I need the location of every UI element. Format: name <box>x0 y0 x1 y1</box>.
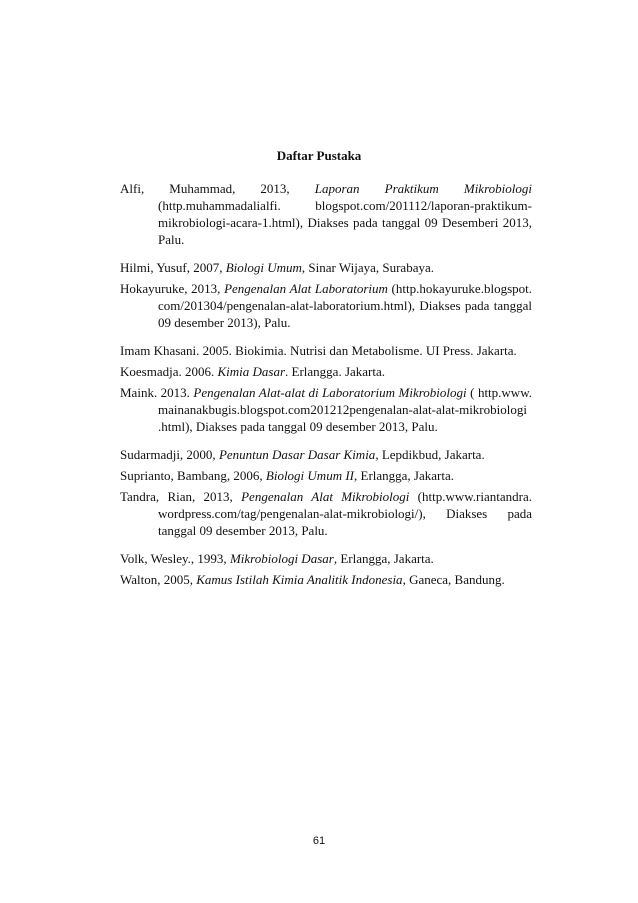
reference-text: , Ganeca, Bandung. <box>402 572 505 587</box>
reference-title: Penuntun Dasar Dasar Kimia <box>218 447 376 462</box>
page-number: 61 <box>312 835 326 847</box>
reference-text: , Sinar Wijaya, Surabaya. <box>301 260 434 275</box>
reference-text: Imam Khasani. 2005. Biokimia. Nutrisi dan Metabolisme. UI Press. Jakarta. <box>120 343 517 358</box>
reference-text: Walton, 2005, <box>120 572 197 587</box>
page-title: Daftar Pustaka <box>276 148 362 163</box>
reference-text: Maink. 2013. <box>120 385 194 400</box>
reference-entry <box>120 180 532 248</box>
reference-entry <box>120 342 532 359</box>
reference-text: , Erlangga, Jakarta. <box>333 551 434 566</box>
reference-title: Pengenalan Alat-alat di Laboratorium Mikrobiologi <box>193 385 467 400</box>
reference-text: Hokayuruke, 2013, <box>120 281 225 296</box>
reference-entry <box>120 384 532 435</box>
reference-text: Volk, Wesley., 1993, <box>120 551 230 566</box>
reference-text: Alfi, Muhammad, 2013, <box>120 181 315 196</box>
reference-text: (http.muhammadalialfi. blogspot.com/201112/laporan-praktikum-mikrobiologi-acara-1.html), Diakses pada tanggal 09 Desemberi 2013, Palu. <box>158 198 532 247</box>
reference-text: Suprianto, Bambang, 2006, <box>120 468 266 483</box>
reference-text: Tandra, Rian, 2013, <box>120 489 242 504</box>
reference-entry <box>120 259 532 276</box>
reference-entry <box>120 488 532 539</box>
reference-text: ( http.www. mainanakbugis.blogspot.com201212pengenalan-alat-alat-mikrobiologi .html), Diakses pada tanggal 09 desember 2013, Palu. <box>158 385 532 434</box>
reference-title: Kamus Istilah Kimia Analitik Indonesia <box>196 572 403 587</box>
reference-text: Hilmi, Yusuf, 2007, <box>120 260 226 275</box>
reference-entry <box>120 550 532 567</box>
reference-entry <box>120 446 532 463</box>
reference-title: Biologi Umum II <box>265 468 354 483</box>
reference-text: . Erlangga. Jakarta. <box>285 364 386 379</box>
reference-list <box>120 180 532 588</box>
reference-entry <box>120 363 532 380</box>
reference-entry <box>120 280 532 331</box>
reference-text: Koesmadja. 2006. <box>120 364 218 379</box>
reference-title: Pengenalan Alat Mikrobiologi <box>241 489 410 504</box>
reference-entry <box>120 467 532 484</box>
reference-title: Mikrobiologi Dasar <box>229 551 334 566</box>
reference-text: , Erlangga, Jakarta. <box>354 468 454 483</box>
reference-title: Laporan Praktikum Mikrobiologi <box>314 181 532 196</box>
reference-title: Kimia Dasar <box>217 364 286 379</box>
reference-text: (http.www.riantandra. wordpress.com/tag/pengenalan-alat-mikrobiologi/), Diakses pada tanggal 09 desember 2013, Palu. <box>158 489 532 538</box>
reference-text: Sudarmadji, 2000, <box>120 447 219 462</box>
reference-title: Pengenalan Alat Laboratorium <box>224 281 388 296</box>
reference-text: (http.hokayuruke.blogspot. com/201304/pengenalan-alat-laboratorium.html), Diakses pada tanggal 09 desember 2013), Palu. <box>158 281 532 330</box>
reference-entry <box>120 571 532 588</box>
reference-text: , Lepdikbud, Jakarta. <box>375 447 485 462</box>
reference-title: Biologi Umum <box>225 260 302 275</box>
